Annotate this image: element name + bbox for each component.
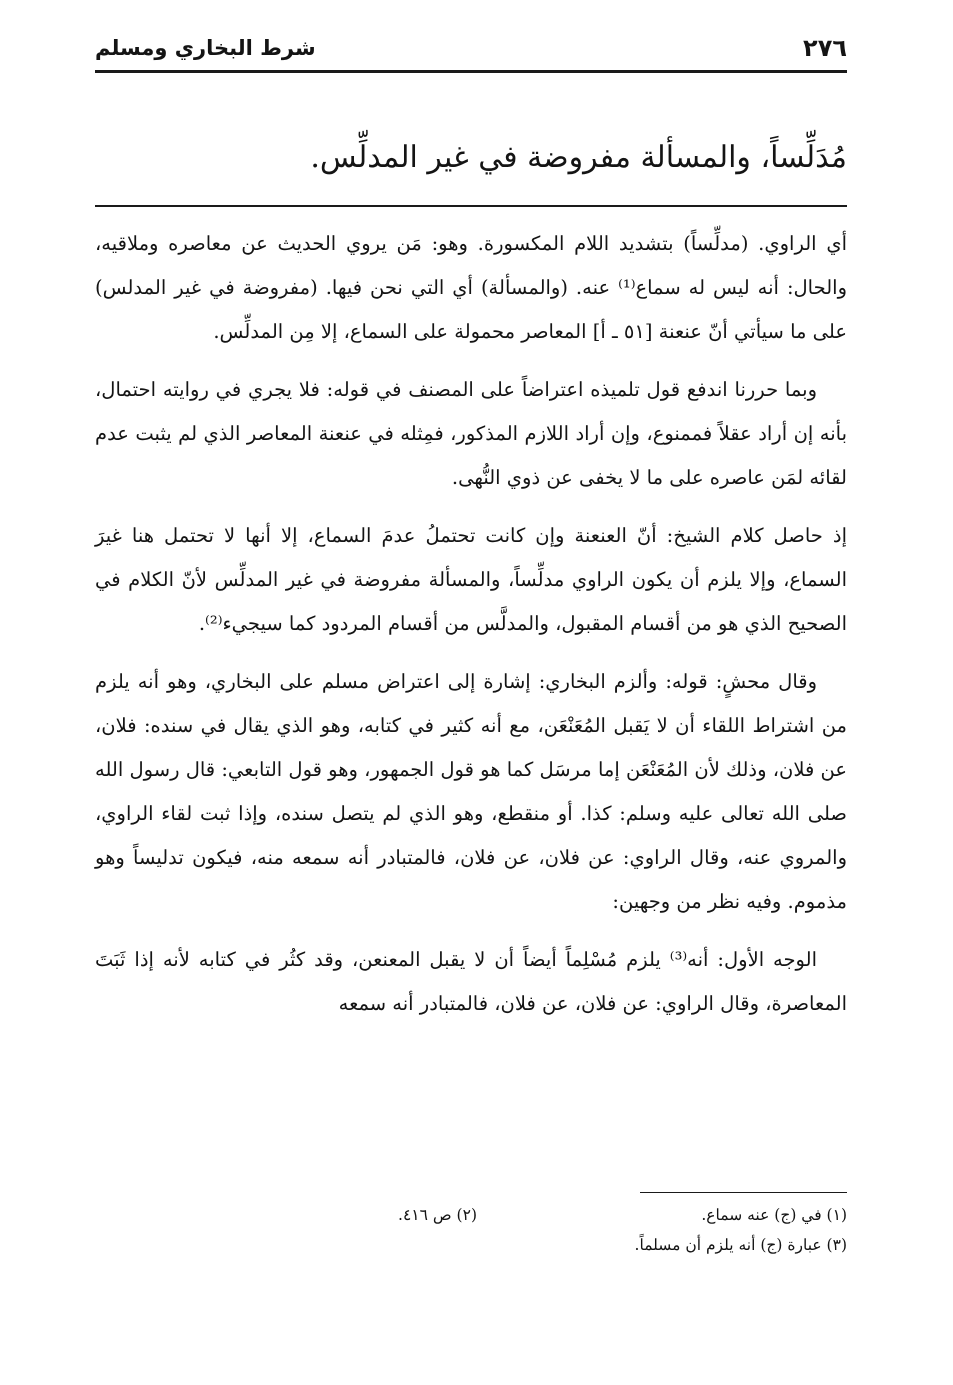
book-title: شرط البخاري ومسلم — [95, 36, 316, 60]
paragraph-4: وقال محشٍ: قوله: وألزم البخاري: إشارة إلى اعتراض مسلم على البخاري، وهو أنه يلزم من اشتراط اللقاء أن لا يَقبل المُعَنْعَن، مع أنه كثير في كتابه، وهو الذي يقال في سنده: فلان، عن فلان، وذلك لأن المُعَنْعَن إما مرسَل كما هو قول الجمهور، وهو قول التابعي: قال رسول الله صلى الله تعالى عليه وسلم: كذا. أو منقطع، وهو الذي لم يتصل سنده، وإذا ثبت لقاء الراوي، والمروي عنه، وقال الراوي: عن فلان، عن فلان، فالمتبادر أنه سمعه منه، فيكون تدليساً وهو مذموم. وفيه نظر من وجهين: — [95, 670, 847, 913]
paragraph-5: الوجه الأول: أنه⁽³⁾ يلزم مُسْلِماً أيضاً أن لا يقبل المعنعن، وقد كثُر في كتابه لأنه إذا ثَبَتَ المعاصرة، وقال الراوي: عن فلان، عن فلان، فالمتبادر أنه سمعه — [95, 948, 847, 1015]
footnote-rule — [640, 1192, 847, 1193]
paragraph-1: أي الراوي. (مدلِّساً) بتشديد اللام المكسورة. وهو: مَن يروي الحديث عن معاصره وملاقيه، والحال: أنه ليس له سماع⁽¹⁾ عنه. (والمسألة) أي التي نحن فيها. (مفروضة في غير المدلس) على ما سيأتي أنّ عنعنة [٥١ ـ أ] المعاصر محمولة على السماع، إلا مِن المدلِّس. — [95, 232, 847, 343]
footnote-1: (١) في (ج) عنه سماع. — [701, 1206, 847, 1224]
running-header — [95, 30, 847, 70]
matn-text: مُدَلِّساً، والمسألة مفروضة في غير المدلِّس. — [310, 140, 847, 175]
matn-separator-rule — [95, 205, 847, 207]
commentary-body — [95, 222, 847, 1040]
page-number: ٢٧٦ — [803, 34, 847, 62]
footnote-3: (٣) عبارة (ج) أنه يلزم أن مسلماً. — [634, 1236, 847, 1254]
paragraph-2: وبما حررنا اندفع قول تلميذه اعتراضاً على المصنف في قوله: فلا يجري في روايته احتمال، بأنه إن أراد عقلاً فممنوع، وإن أراد اللازم المذكور، فمِثله في عنعنة المعاصر الذي لم يثبت عدم لقائه لمَن عاصره على ما لا يخفى عن ذوي النُّهى. — [95, 378, 847, 489]
footnotes — [95, 1200, 847, 1270]
footnote-2: (٢) ص ٤١٦. — [398, 1206, 477, 1224]
header-rule — [95, 70, 847, 73]
paragraph-3: إذ حاصل كلام الشيخ: أنّ العنعنة وإن كانت تحتملُ عدمَ السماع، إلا أنها لا تحتمل هنا غيرَ السماع، وإلا يلزم أن يكون الراوي مدلِّساً، والمسألة مفروضة في غير المدلِّس لأنّ الكلام في الصحيح الذي هو من أقسام المقبول، والمدلَّس من أقسام المردود كما سيجيء⁽²⁾. — [95, 524, 847, 635]
